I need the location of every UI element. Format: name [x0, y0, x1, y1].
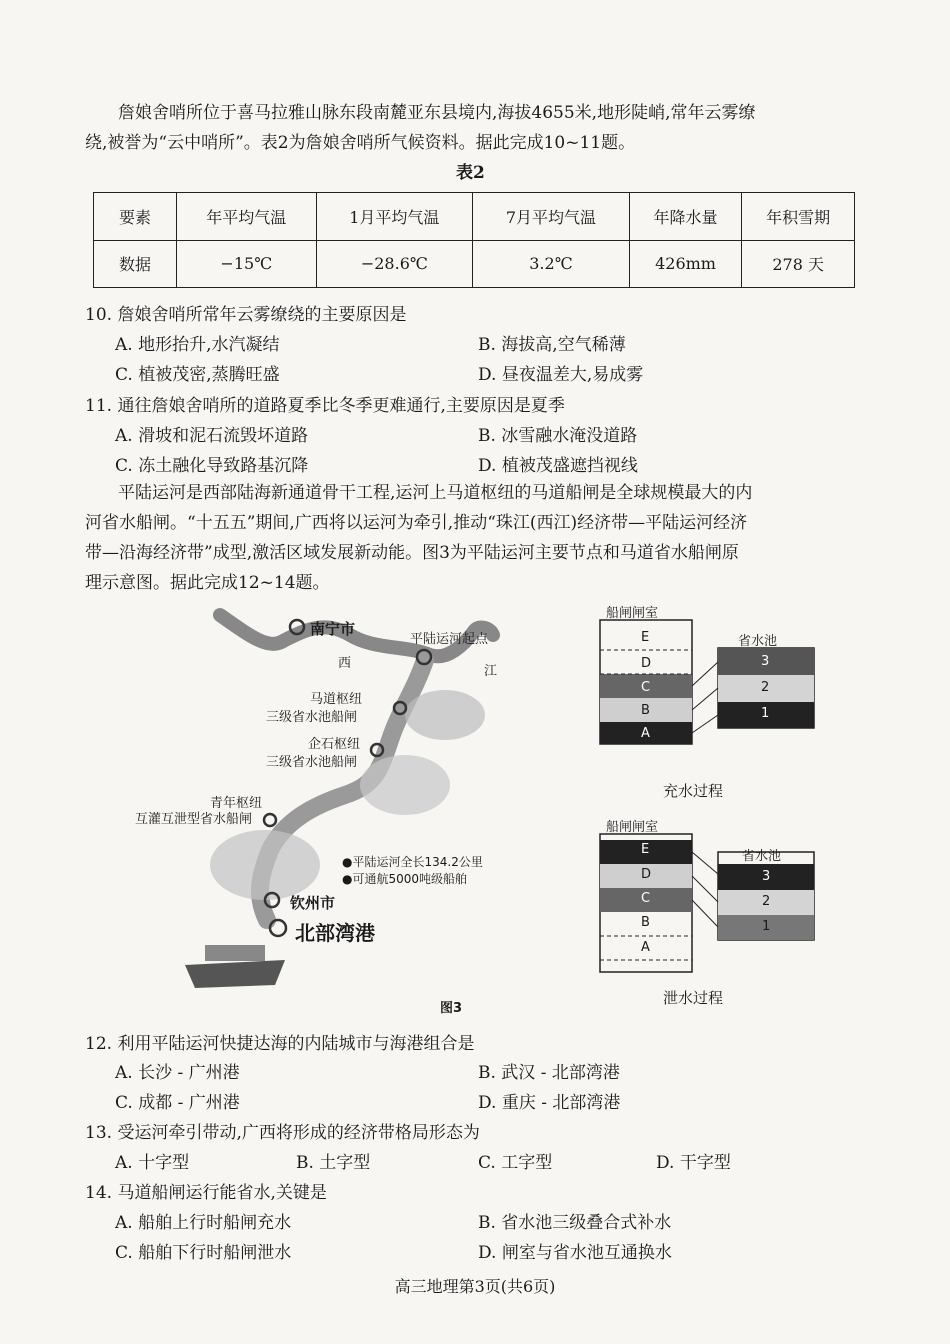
question-13-stem: 13. 受运河牵引带动,广西将形成的经济带格局形态为 [85, 1123, 480, 1143]
table-cell: 278 天 [742, 240, 855, 288]
terrain-shade [360, 755, 450, 815]
fill-layer-b: B [641, 703, 650, 718]
q12-option-b[interactable]: B. 武汉 - 北部湾港 [478, 1063, 620, 1083]
page-footer: 高三地理第3页(共6页) [394, 1277, 556, 1296]
q10-option-d[interactable]: D. 昼夜温差大,易成雾 [478, 365, 644, 385]
table-header-cell: 年降水量 [629, 193, 742, 241]
fill-layer-a: A [641, 726, 650, 741]
label-madao-hub: 马道枢纽 [310, 692, 363, 707]
fill-chamber-label: 船闸闸室 [606, 606, 659, 621]
question-11-stem: 11. 通往詹娘舍哨所的道路夏季比冬季更难通行,主要原因是夏季 [85, 396, 565, 416]
q14-option-a[interactable]: A. 船舶上行时船闸充水 [115, 1213, 292, 1233]
drain-pool-1: 1 [762, 919, 771, 934]
fill-pool-1: 1 [761, 706, 770, 721]
intro2-line4: 理示意图。据此完成12~14题。 [85, 573, 330, 593]
label-qingnian-hub: 青年枢纽 [210, 796, 263, 811]
q13-option-c[interactable]: C. 工字型 [478, 1153, 553, 1173]
fill-pool-label: 省水池 [738, 634, 778, 649]
drain-pool-3: 3 [762, 869, 771, 884]
drain-layer-b: B [641, 915, 650, 930]
fill-pool-2: 2 [761, 680, 770, 695]
label-qingnian-lock: 互灌互泄型省水船闸 [135, 812, 253, 827]
table-header-cell: 1月平均气温 [316, 193, 473, 241]
q13-option-d[interactable]: D. 干字型 [656, 1153, 731, 1173]
intro2-line1: 平陆运河是西部陆海新通道骨干工程,运河上马道枢纽的马道船闸是全球规模最大的内 [118, 483, 753, 503]
fill-layer-d: D [641, 656, 652, 671]
fill-pool-3: 3 [761, 654, 770, 669]
q12-option-d[interactable]: D. 重庆 - 北部湾港 [478, 1093, 621, 1113]
table-cell: −15℃ [177, 240, 317, 288]
intro1-line2: 绕,被誉为“云中哨所”。表2为詹娘舍哨所气候资料。据此完成10~11题。 [85, 133, 636, 153]
label-madao-lock: 三级省水池船闸 [266, 710, 358, 725]
label-beibu-port: 北部湾港 [295, 921, 375, 945]
fill-layer-c: C [641, 680, 651, 695]
table-caption: 表2 [456, 163, 485, 183]
table-cell: 426mm [629, 240, 742, 288]
label-xi: 西 [338, 656, 352, 671]
drain-pool-label: 省水池 [742, 849, 782, 864]
question-14-stem: 14. 马道船闸运行能省水,关键是 [85, 1183, 327, 1203]
table-row [94, 240, 855, 288]
terrain-shade [405, 690, 485, 740]
fill-layer-e: E [641, 630, 650, 645]
q12-option-c[interactable]: C. 成都 - 广州港 [115, 1093, 240, 1113]
q14-option-d[interactable]: D. 闸室与省水池互通换水 [478, 1243, 672, 1263]
label-canal-start: 平陆运河起点 [410, 632, 489, 647]
question-12-stem: 12. 利用平陆运河快捷达海的内陆城市与海港组合是 [85, 1034, 475, 1054]
canal-length-fact: ●平陆运河全长134.2公里 [342, 855, 483, 869]
intro2-line2: 河省水船闸。“十五五”期间,广西将以运河为牵引,推动“珠江(西江)经济带—平陆运河经济 [85, 513, 748, 533]
fill-caption: 充水过程 [663, 782, 724, 800]
drain-caption: 泄水过程 [663, 989, 724, 1007]
table-header-row [94, 193, 855, 241]
q11-option-d[interactable]: D. 植被茂盛遮挡视线 [478, 456, 638, 476]
q11-option-c[interactable]: C. 冻土融化导致路基沉降 [115, 456, 309, 476]
climate-table [93, 192, 855, 288]
table-header-cell: 要素 [94, 193, 177, 241]
table-header-cell: 年平均气温 [177, 193, 317, 241]
label-qishi-lock: 三级省水池船闸 [266, 755, 358, 770]
table-cell: −28.6℃ [316, 240, 473, 288]
table-cell: 数据 [94, 240, 177, 288]
label-jiang: 江 [484, 664, 498, 679]
q14-option-c[interactable]: C. 船舶下行时船闸泄水 [115, 1243, 292, 1263]
label-nanning: 南宁市 [310, 620, 356, 638]
label-qinzhou: 钦州市 [290, 894, 336, 912]
canal-capacity-fact: ●可通航5000吨级船舶 [342, 872, 468, 886]
table-header-cell: 年积雪期 [742, 193, 855, 241]
cargo-ship-icon [185, 960, 285, 988]
drain-chamber-label: 船闸闸室 [606, 820, 659, 835]
drain-pool-2: 2 [762, 894, 771, 909]
drain-layer-d: D [641, 867, 652, 882]
drain-process-diagram [590, 812, 830, 987]
q10-option-a[interactable]: A. 地形抬升,水汽凝结 [115, 335, 280, 355]
q13-option-b[interactable]: B. 土字型 [296, 1153, 371, 1173]
q11-option-b[interactable]: B. 冰雪融水淹没道路 [478, 426, 638, 446]
terrain-shade [210, 830, 320, 900]
figure-caption: 图3 [440, 1001, 463, 1016]
q14-option-b[interactable]: B. 省水池三级叠合式补水 [478, 1213, 672, 1233]
drain-layer-a: A [641, 940, 650, 955]
table-cell: 3.2℃ [473, 240, 630, 288]
ship-containers [205, 945, 265, 961]
table-header-cell: 7月平均气温 [473, 193, 630, 241]
fill-process-diagram [590, 598, 830, 773]
intro2-line3: 带—沿海经济带”成型,激活区域发展新动能。图3为平陆运河主要节点和马道省水船闸原 [85, 543, 739, 563]
q10-option-b[interactable]: B. 海拔高,空气稀薄 [478, 335, 626, 355]
q12-option-a[interactable]: A. 长沙 - 广州港 [115, 1063, 240, 1083]
label-qishi-hub: 企石枢纽 [308, 737, 361, 752]
drain-layer-c: C [641, 891, 651, 906]
location-pin-icon [264, 814, 276, 826]
intro1-line1: 詹娘舍哨所位于喜马拉雅山脉东段南麓亚东县境内,海拔4655米,地形陡峭,常年云雾缭 [118, 103, 756, 123]
question-10-stem: 10. 詹娘舍哨所常年云雾缭绕的主要原因是 [85, 305, 407, 325]
q11-option-a[interactable]: A. 滑坡和泥石流毁坏道路 [115, 426, 309, 446]
drain-layer-e: E [641, 842, 650, 857]
q10-option-c[interactable]: C. 植被茂密,蒸腾旺盛 [115, 365, 280, 385]
location-pin-icon [270, 920, 286, 936]
q13-option-a[interactable]: A. 十字型 [115, 1153, 190, 1173]
